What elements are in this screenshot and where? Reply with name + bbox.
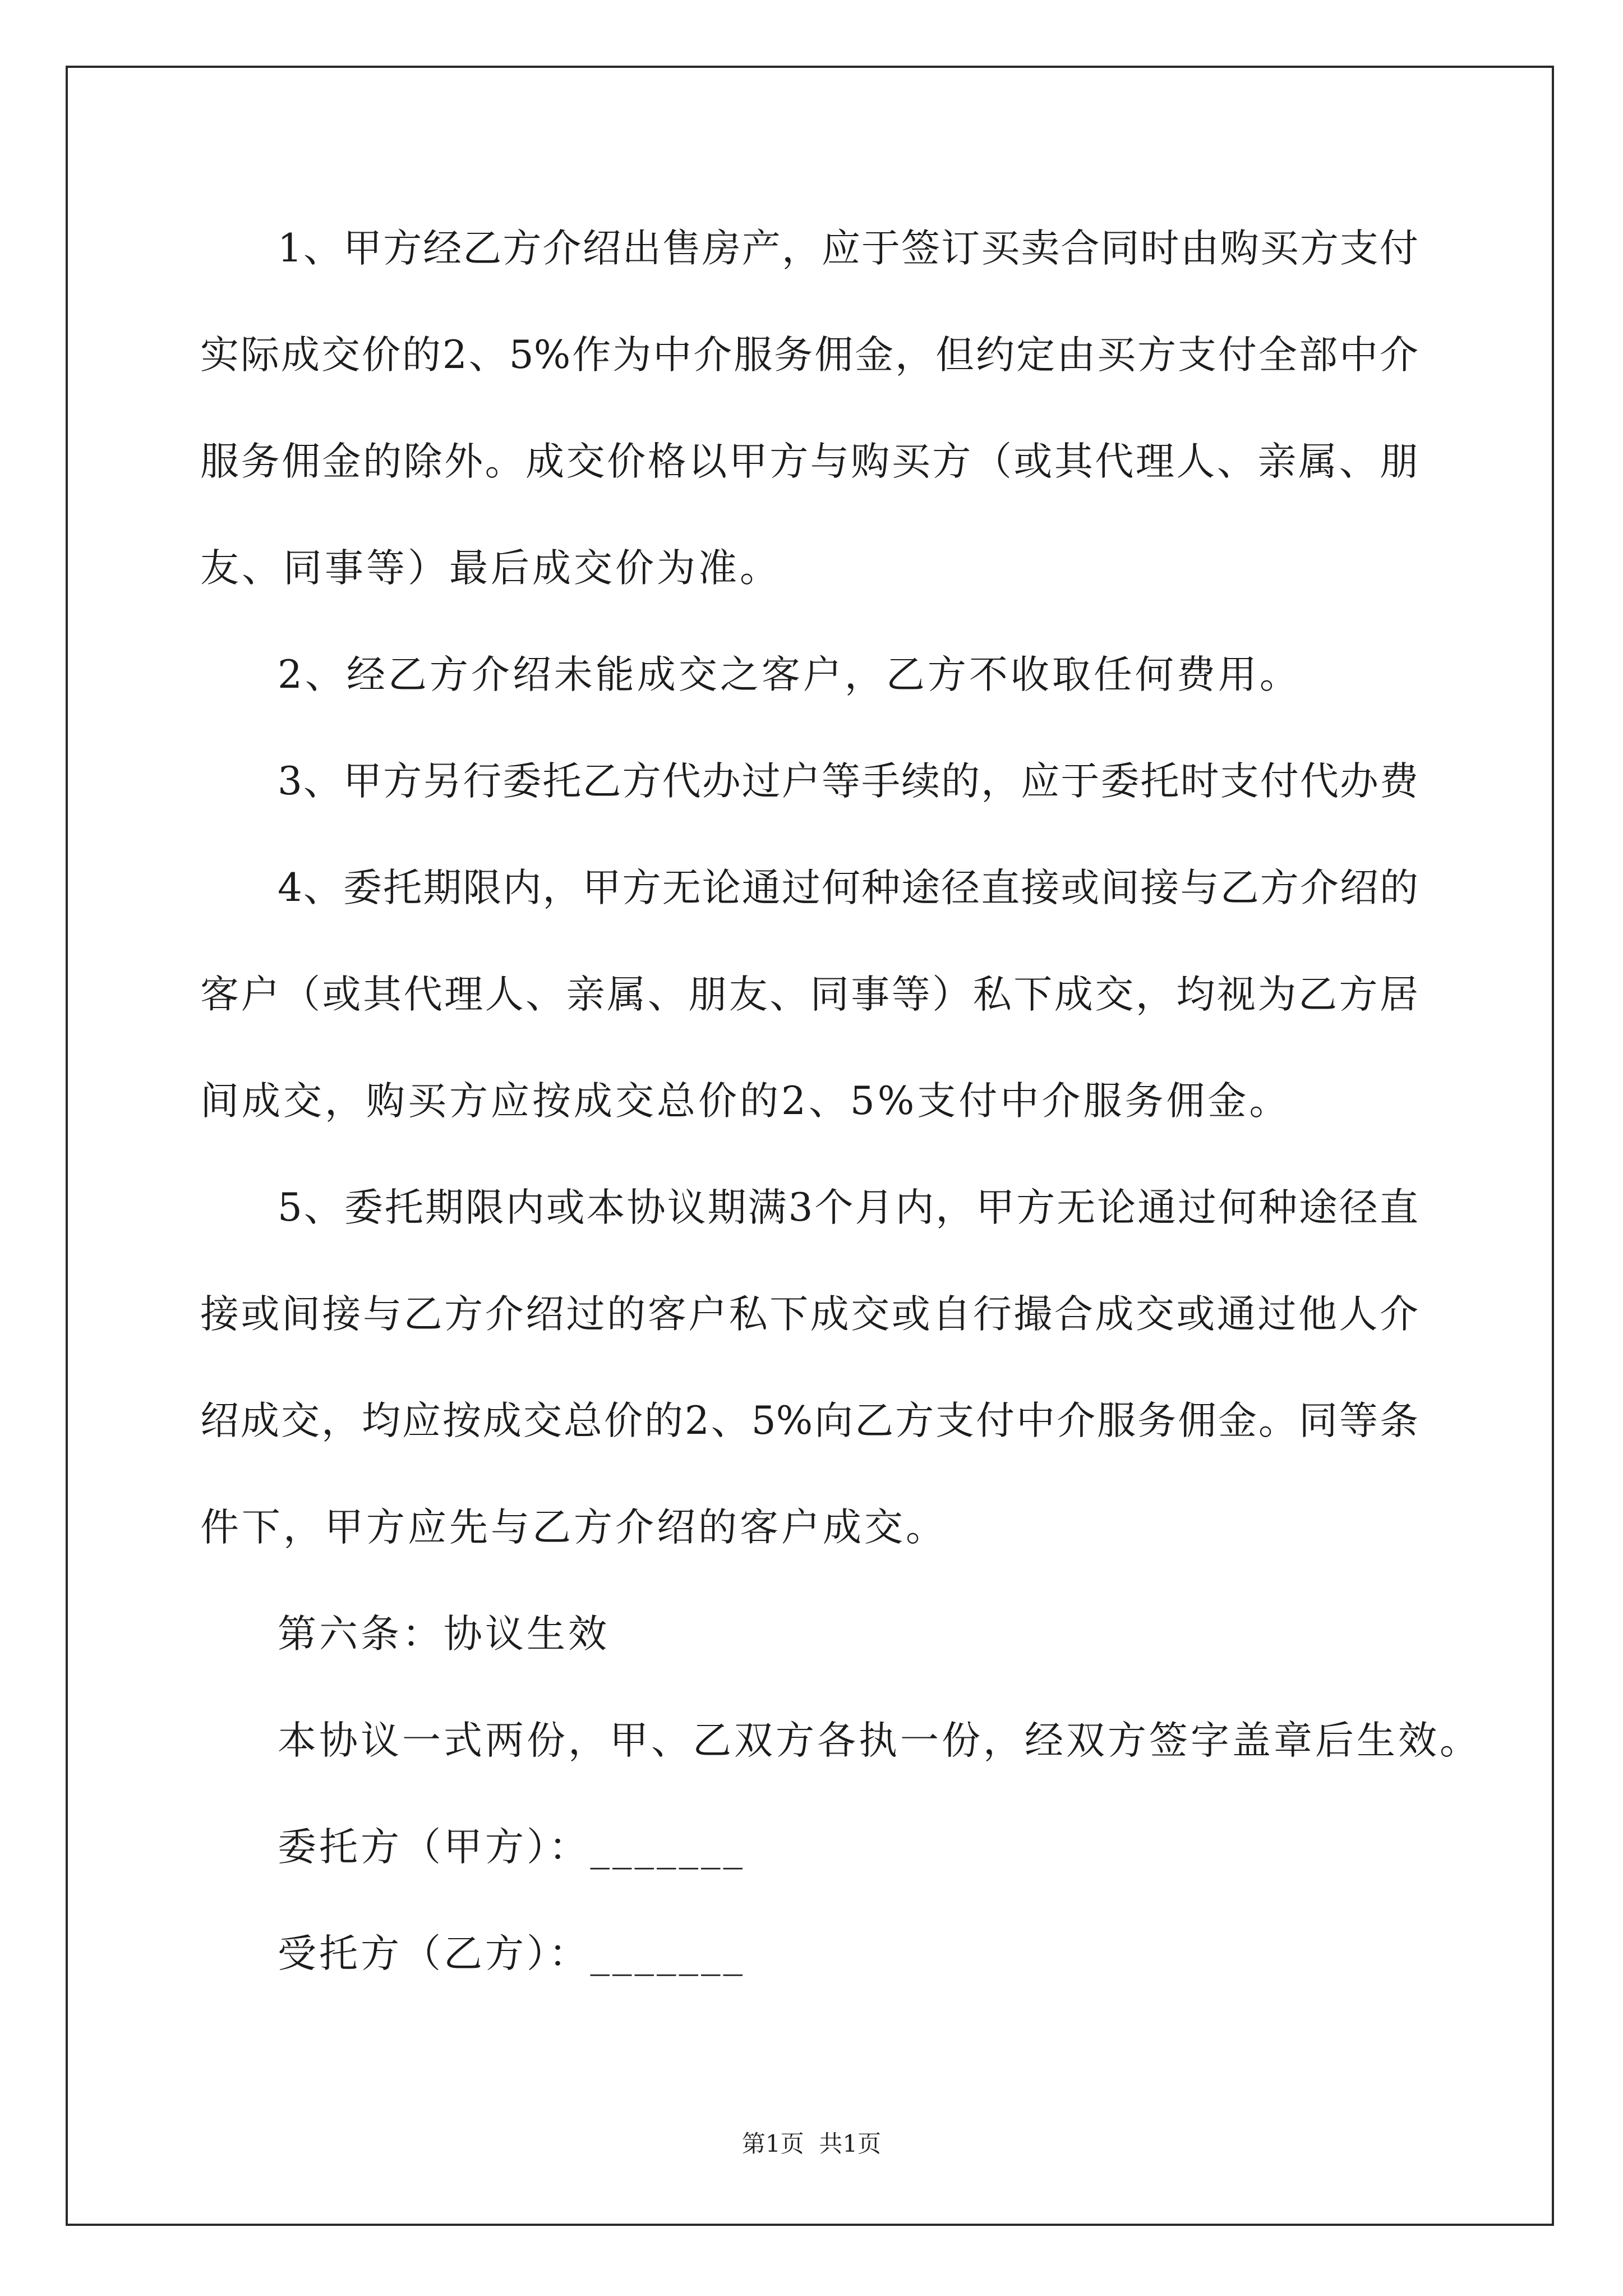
text-line: 绍成交，均应按成交总价的2、5%向乙方支付中介服务佣金。同等条 bbox=[200, 1398, 1418, 1443]
paragraph-clause-5 bbox=[200, 1154, 1418, 1581]
text-line: 间成交，购买方应按成交总价的2、5%支付中介服务佣金。 bbox=[200, 1079, 1291, 1124]
signature-agent: 受托方（乙方）：_______ bbox=[278, 1931, 745, 1976]
text-line: 4、委托期限内，甲方无论通过何种途径直接或间接与乙方介绍的 bbox=[278, 866, 1418, 910]
text-line: 友、同事等）最后成交价为准。 bbox=[200, 546, 781, 591]
effect-clause: 本协议一式两份，甲、乙双方各执一份，经双方签字盖章后生效。 bbox=[278, 1718, 1481, 1763]
section-heading: 第六条：协议生效 bbox=[278, 1612, 610, 1657]
text-line: 服务佣金的除外。成交价格以甲方与购买方（或其代理人、亲属、朋 bbox=[200, 439, 1418, 484]
paragraph-clause-1 bbox=[200, 195, 1418, 622]
text-line: 实际成交价的2、5%作为中介服务佣金，但约定由买方支付全部中介 bbox=[200, 333, 1418, 378]
text-line: 客户（或其代理人、亲属、朋友、同事等）私下成交，均视为乙方居 bbox=[200, 972, 1418, 1017]
paragraph-clause-4 bbox=[200, 835, 1418, 1154]
text-line: 2、经乙方介绍未能成交之客户，乙方不收取任何费用。 bbox=[278, 652, 1301, 697]
paragraph-clause-3 bbox=[200, 728, 1418, 835]
signature-principal: 委托方（甲方）：_______ bbox=[278, 1825, 745, 1870]
text-line: 件下，甲方应先与乙方介绍的客户成交。 bbox=[200, 1505, 947, 1550]
text-line: 5、委托期限内或本协议期满3个月内，甲方无论通过何种途径直 bbox=[278, 1185, 1418, 1230]
text-line: 1、甲方经乙方介绍出售房产，应于签订买卖合同时由购买方支付 bbox=[278, 226, 1418, 271]
document-body bbox=[200, 195, 1481, 2007]
page-number-footer: 第1页 共1页 bbox=[741, 2130, 882, 2157]
paragraph-clause-2 bbox=[200, 622, 1418, 728]
text-line: 3、甲方另行委托乙方代办过户等手续的，应于委托时支付代办费 bbox=[278, 759, 1418, 804]
text-line: 接或间接与乙方介绍过的客户私下成交或自行撮合成交或通过他人介 bbox=[200, 1292, 1418, 1337]
